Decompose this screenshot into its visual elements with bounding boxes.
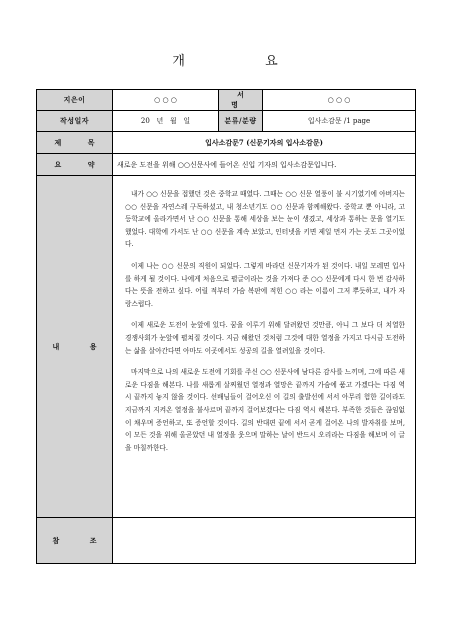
content-paragraph: 이제 새로운 도전이 눈앞에 있다. 꿈을 이루기 위해 달려왔던 것만큼, 아니 그 보다 더 치열한 경쟁사회가 눈앞에 펼쳐질 것이다. 지금 해왔던 것처럼 그것에 대한 열정을 가지고 다시금 도전하는 삶을 살아간다면 아마도 이곳에서도 성공의 길을 열려있을 것이다. xyxy=(125,321,405,355)
document-title: 입사소감문7 (신문기자의 입사소감문) xyxy=(113,132,416,154)
author-value: ○ ○ ○ xyxy=(113,90,219,111)
content-label: 내 용 xyxy=(37,176,113,518)
summary-label: 요 약 xyxy=(37,154,113,176)
content-body xyxy=(113,176,416,518)
content-paragraph: 이제 나는 ○○ 신문의 직원이 되었다. 그렇게 바라던 신문기자가 된 것이다. 내일 모레면 입사를 하게 될 것이다. 나에게 처음으로 펼글이라는 것을 가져다 준 ○○ 신문에게 다시 한 번 감사하다는 뜻을 전하고 싶다. 어릴 적부터 가슴 복판에 적힌 ○○ 라는 이름이 그저 뿌듯하고, 내가 자랑스럽다. xyxy=(125,261,405,308)
date-label: 작성일자 xyxy=(37,111,113,132)
signature-value: ○ ○ ○ xyxy=(263,90,416,111)
reference-label: 참 조 xyxy=(37,518,113,564)
page-title: 개 요 xyxy=(172,54,316,69)
date-value: 20 년 월 일 xyxy=(113,111,219,132)
info-form-table xyxy=(36,89,416,564)
content-paragraph: 내가 ○○ 신문을 접했던 것은 중학교 때였다. 그때는 ○○ 신문 열풍이 불 시기였기에 아버지는 ○○ 신문을 자연스레 구독하셨고, 내 청소년기도 ○○ 신문과 함께해왔다. 중학교 뿐 아니라, 고등학교에 올라가면서 난 ○○ 신문을 통해 세상을 보는 눈이 생겼고, 세상과 통하는 문을 열기도 했었다. 대학에 가서도 난 ○○ 신문을 계속 보았고, 인터넷을 키면 제일 먼저 가는 곳도 그곳이었다. xyxy=(125,190,405,249)
category-value: 입사소감문 /1 page xyxy=(263,111,416,132)
title-label: 제 목 xyxy=(37,132,113,154)
category-label: 분류/분량 xyxy=(219,111,263,132)
author-label: 지은이 xyxy=(37,90,113,111)
reference-value xyxy=(113,518,416,564)
content-paragraph: 마지막으로 나의 새로운 도전에 기회를 주신 ○○ 신문사에 남다른 감사를 느끼며, 그에 따른 새로운 다짐을 해본다. 나를 새롭게 살찌웠던 열정과 열망은 끝까지 가슴에 품고 가겠다는 다짐 역시 끝까지 놓지 않을 것이다. 선배님들이 걸어오신 이 길의 출발선에 서서 아무리 험한 길이라도 지금까지 지켜온 열정을 불사르며 끝까지 걸어보겠다는 다짐 역시 해본다. 부족한 것들은 끊임없이 채우며 증언하고, 또 증언할 것이다. 길의 반대편 끝에 서서 곧게 걸어온 나의 발자취를 보며, 이 모든 것을 위해 올곧았던 내 열정을 웃으며 말하는 날이 반드시 오리라는 다짐을 해보며 이 글을 마칠까한다. xyxy=(125,368,405,452)
summary-value: 새로운 도전을 위해 ○○신문사에 들어온 신입 기자의 입사소감문입니다. xyxy=(113,154,416,176)
signature-label: 서 명 xyxy=(219,90,263,111)
